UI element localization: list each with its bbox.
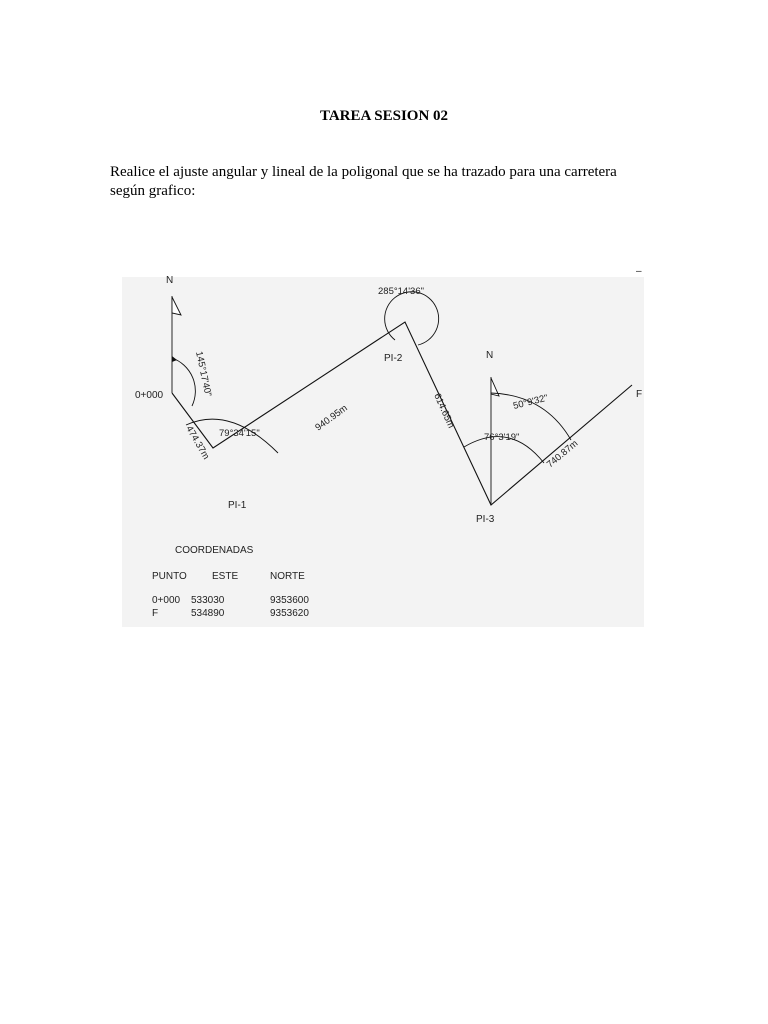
arc-azimuth-start xyxy=(172,358,195,406)
coord-row-1-norte: 9353600 xyxy=(270,595,309,606)
distance-pi2-pi3: 614.65m xyxy=(431,391,457,431)
angle-azimuth-start: 145°17'40" xyxy=(193,350,214,398)
angle-pi2: 285°14'36" xyxy=(378,286,424,297)
angle-pi1: 79°34'15" xyxy=(219,428,260,439)
top-right-mark: – xyxy=(636,266,642,277)
distance-pi3-f: 740.87m xyxy=(544,438,581,471)
coord-row-2-este: 534890 xyxy=(191,608,225,619)
point-label-end: F xyxy=(636,389,643,400)
coordinates-col-este: ESTE xyxy=(212,571,239,582)
coordinates-col-punto: PUNTO xyxy=(152,571,187,582)
instructions-line-1: Realice el ajuste angular y lineal de la poligonal que se ha trazado para una carretera xyxy=(110,164,617,180)
coord-row-2-norte: 9353620 xyxy=(270,608,309,619)
coord-row-1-punto: 0+000 xyxy=(152,595,181,606)
angle-azimuth-end: 50°9'32" xyxy=(512,392,550,412)
point-label-pi3: PI-3 xyxy=(476,514,495,525)
arc-start-arrow-icon xyxy=(172,356,177,362)
traverse-polyline xyxy=(172,322,632,505)
angle-pi3: 76°3'19" xyxy=(484,432,520,443)
point-label-start: 0+000 xyxy=(135,390,164,401)
coord-row-1-este: 533030 xyxy=(191,595,225,606)
coordinates-heading: COORDENADAS xyxy=(175,545,254,556)
distance-pi1-pi2: 940.95m xyxy=(313,402,350,434)
point-label-pi1: PI-1 xyxy=(228,500,247,511)
distance-start-pi1: 474.37m xyxy=(183,424,212,462)
north-label-2: N xyxy=(486,350,494,361)
coord-row-2-punto: F xyxy=(152,608,159,619)
page-title: TAREA SESION 02 xyxy=(319,108,449,124)
point-label-pi2: PI-2 xyxy=(384,353,403,364)
instructions-line-2: según grafico: xyxy=(110,183,196,199)
north-arrow-1-icon xyxy=(172,297,181,315)
coordinates-col-norte: NORTE xyxy=(270,571,305,582)
north-label-1: N xyxy=(166,275,174,286)
